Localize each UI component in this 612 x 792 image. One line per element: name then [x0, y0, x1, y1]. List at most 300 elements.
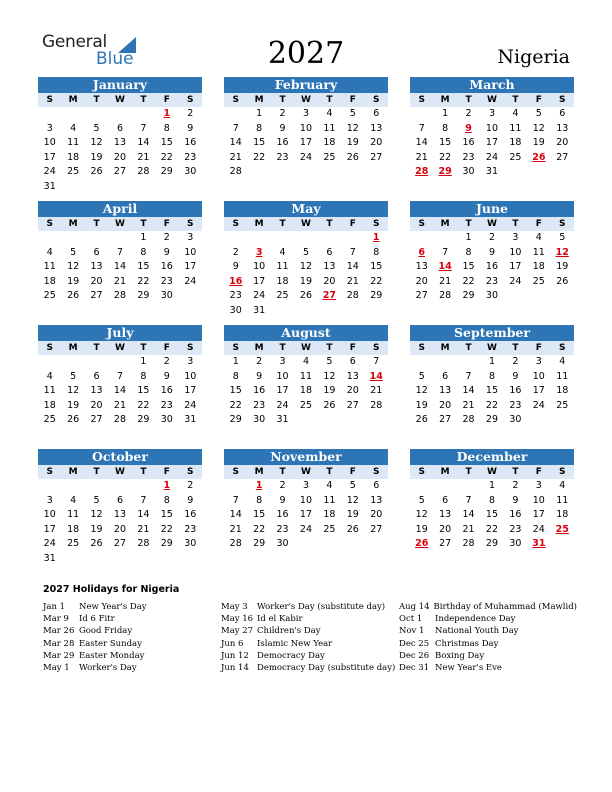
day-cell: 25 — [299, 399, 313, 411]
day-cell: 11 — [323, 494, 336, 506]
day-cell: 23 — [485, 275, 499, 287]
day-grid — [224, 231, 388, 318]
weekday-label: M — [254, 95, 264, 105]
day-cell: 22 — [253, 523, 266, 535]
day-cell: 26 — [299, 290, 313, 301]
day-cell: 7 — [232, 122, 239, 134]
day-cell: 22 — [370, 275, 383, 287]
day-cell: 13 — [90, 261, 103, 272]
day-cell: 8 — [163, 494, 170, 506]
day-cell: 20 — [370, 137, 383, 148]
weekday-label: M — [440, 219, 450, 229]
day-cell: 5 — [326, 356, 333, 367]
empty-day-cell — [61, 355, 84, 370]
day-cell: 23 — [184, 523, 197, 535]
empty-day-cell — [457, 479, 480, 494]
day-cell: 5 — [70, 370, 77, 382]
day-cell: 5 — [535, 108, 542, 119]
empty-day-cell — [410, 355, 433, 370]
day-cell: 16 — [485, 261, 499, 272]
weekday-label: T — [93, 467, 100, 477]
day-cell: 3 — [302, 480, 309, 491]
day-cell: 21 — [137, 151, 150, 163]
day-cell: 17 — [276, 385, 289, 396]
weekday-label: F — [535, 467, 542, 477]
day-cell: 15 — [137, 261, 150, 272]
weekday-header-row — [38, 465, 202, 479]
day-cell: 11 — [43, 385, 56, 396]
day-cell: 30 — [229, 304, 242, 316]
weekday-header-row — [410, 465, 574, 479]
weekday-label: S — [232, 467, 239, 477]
day-cell: 18 — [556, 385, 569, 396]
day-cell: 3 — [279, 356, 286, 367]
day-cell: 20 — [90, 399, 103, 411]
day-cell: 19 — [415, 523, 428, 535]
holiday-list-title: 2027 Holidays for Nigeria — [43, 584, 180, 595]
day-cell: 17 — [184, 261, 197, 272]
day-cell: 20 — [556, 137, 569, 148]
weekday-label: F — [349, 219, 356, 229]
day-cell: 8 — [488, 494, 495, 506]
day-cell: 10 — [253, 261, 266, 272]
day-cell: 11 — [509, 122, 522, 134]
day-cell: 29 — [462, 290, 475, 301]
day-cell: 30 — [509, 538, 522, 549]
weekday-label: T — [140, 219, 147, 229]
day-cell: 16 — [509, 509, 522, 520]
day-cell: 12 — [90, 509, 103, 520]
day-cell: 23 — [229, 290, 242, 301]
day-cell: 24 — [276, 399, 289, 411]
day-cell: 2 — [187, 480, 194, 491]
weekday-label: T — [512, 219, 519, 229]
day-cell: 10 — [299, 122, 313, 134]
day-cell: 2 — [163, 232, 170, 243]
day-cell: 23 — [160, 275, 173, 287]
month-august — [224, 325, 388, 428]
holiday-item — [399, 662, 577, 674]
weekday-label: T — [279, 95, 286, 105]
day-cell: 29 — [160, 166, 173, 177]
day-cell: 23 — [509, 399, 522, 411]
day-cell: 24 — [43, 538, 56, 549]
weekday-label: T — [140, 95, 147, 105]
empty-day-cell — [247, 231, 270, 246]
holiday-item — [43, 662, 221, 674]
day-cell: 3 — [302, 108, 309, 119]
weekday-label: S — [559, 467, 566, 477]
weekday-label: W — [301, 467, 311, 477]
month-title: March — [410, 77, 574, 93]
day-cell: 12 — [323, 370, 336, 382]
day-cell: 8 — [442, 122, 449, 134]
weekday-label: T — [279, 467, 286, 477]
day-cell: 17 — [43, 151, 56, 163]
day-cell: 19 — [346, 137, 359, 148]
weekday-label: S — [418, 343, 425, 353]
day-cell: 19 — [532, 137, 545, 148]
day-cell: 6 — [93, 370, 100, 382]
day-cell: 26 — [67, 290, 80, 301]
day-cell: 4 — [302, 356, 309, 367]
day-cell: 10 — [532, 494, 545, 506]
weekday-label: S — [373, 95, 380, 105]
weekday-label: W — [301, 343, 311, 353]
weekday-label: T — [140, 343, 147, 353]
day-cell: 2 — [279, 480, 286, 491]
day-cell: 11 — [532, 246, 545, 258]
day-cell: 18 — [556, 509, 569, 520]
day-cell: 18 — [299, 385, 313, 396]
day-cell: 3 — [187, 232, 194, 243]
holiday-column — [399, 601, 577, 674]
holiday-name: National Youth Day — [435, 626, 519, 637]
day-cell: 10 — [43, 137, 56, 148]
day-cell: 17 — [485, 137, 499, 148]
month-april — [38, 201, 202, 304]
holiday-date: Jun 6 — [221, 638, 244, 649]
month-february — [224, 77, 388, 180]
day-cell: 19 — [90, 523, 103, 535]
empty-day-cell — [85, 231, 108, 246]
holiday-name: Good Friday — [79, 626, 133, 637]
day-cell: 13 — [439, 509, 452, 520]
day-cell: 4 — [535, 232, 542, 243]
day-cell: 29 — [229, 414, 242, 425]
day-cell: 4 — [70, 494, 77, 506]
empty-day-cell — [38, 231, 61, 246]
weekday-header-row — [38, 217, 202, 231]
month-title: November — [224, 449, 388, 465]
weekday-label: S — [232, 219, 239, 229]
day-cell: 6 — [442, 370, 449, 382]
holiday-day-cell: 1 — [163, 108, 171, 119]
holiday-date: May 16 — [221, 614, 254, 625]
weekday-label: F — [535, 95, 542, 105]
day-cell: 18 — [276, 275, 289, 287]
empty-day-cell — [85, 355, 108, 370]
day-cell: 19 — [67, 275, 80, 287]
holiday-item — [221, 601, 399, 613]
day-cell: 4 — [326, 480, 333, 491]
weekday-label: T — [140, 467, 147, 477]
weekday-label: S — [418, 467, 425, 477]
day-cell: 19 — [415, 399, 428, 411]
holiday-item — [221, 662, 399, 674]
day-cell: 5 — [70, 246, 77, 258]
day-cell: 4 — [46, 370, 53, 382]
day-cell: 30 — [276, 538, 289, 549]
day-cell: 27 — [90, 414, 103, 425]
holiday-day-cell: 1 — [163, 480, 171, 491]
day-cell: 1 — [488, 356, 495, 367]
day-cell: 25 — [43, 414, 56, 425]
day-cell: 1 — [140, 232, 147, 243]
day-cell: 23 — [184, 151, 197, 163]
day-cell: 18 — [67, 151, 80, 163]
day-cell: 16 — [276, 137, 289, 148]
day-cell: 16 — [276, 509, 289, 520]
weekday-label: F — [349, 467, 356, 477]
weekday-label: M — [254, 343, 264, 353]
weekday-header-row — [410, 217, 574, 231]
day-cell: 1 — [256, 108, 263, 119]
empty-day-cell — [132, 107, 155, 122]
weekday-header-row — [224, 93, 388, 107]
day-cell: 9 — [512, 370, 519, 382]
holiday-date: Mar 9 — [43, 614, 69, 625]
day-cell: 29 — [160, 538, 173, 549]
empty-day-cell — [61, 479, 84, 494]
holiday-date: Nov 1 — [399, 626, 425, 637]
empty-day-cell — [224, 107, 247, 122]
day-cell: 21 — [346, 275, 359, 287]
month-title: June — [410, 201, 574, 217]
weekday-label: W — [487, 219, 497, 229]
month-january — [38, 77, 202, 194]
day-cell: 28 — [346, 290, 359, 301]
day-cell: 21 — [439, 275, 452, 287]
holiday-date: Jun 12 — [221, 650, 249, 661]
day-cell: 9 — [279, 494, 286, 506]
day-cell: 29 — [137, 290, 150, 301]
day-cell: 11 — [67, 509, 80, 520]
day-cell: 27 — [415, 290, 428, 301]
month-december — [410, 449, 574, 552]
holiday-name: Boxing Day — [435, 650, 485, 661]
day-cell: 11 — [323, 122, 336, 134]
holiday-day-cell: 3 — [255, 246, 263, 258]
holiday-day-cell: 6 — [418, 246, 426, 258]
weekday-label: F — [535, 219, 542, 229]
weekday-label: S — [187, 219, 194, 229]
day-cell: 26 — [346, 523, 359, 535]
day-cell: 14 — [113, 261, 127, 272]
month-title: April — [38, 201, 202, 217]
day-grid — [410, 355, 574, 428]
day-cell: 12 — [67, 385, 80, 396]
weekday-label: W — [115, 95, 125, 105]
day-cell: 7 — [116, 246, 123, 258]
weekday-label: T — [465, 467, 472, 477]
weekday-header-row — [38, 341, 202, 355]
weekday-label: T — [326, 219, 333, 229]
holiday-item — [221, 613, 399, 625]
holiday-day-cell: 1 — [372, 232, 380, 243]
empty-day-cell — [271, 231, 294, 246]
day-cell: 11 — [556, 370, 569, 382]
day-cell: 6 — [373, 108, 380, 119]
day-cell: 26 — [346, 151, 359, 163]
weekday-label: S — [46, 467, 53, 477]
day-cell: 7 — [465, 494, 472, 506]
day-cell: 21 — [462, 399, 475, 411]
weekday-label: F — [535, 343, 542, 353]
day-cell: 8 — [488, 370, 495, 382]
holiday-name: Easter Monday — [79, 650, 145, 661]
day-cell: 25 — [323, 523, 336, 535]
weekday-label: T — [326, 95, 333, 105]
day-cell: 14 — [229, 509, 242, 520]
day-cell: 11 — [67, 137, 80, 148]
day-cell: 29 — [137, 414, 150, 425]
weekday-label: W — [115, 219, 125, 229]
empty-day-cell — [294, 231, 317, 246]
day-cell: 15 — [229, 385, 242, 396]
day-cell: 28 — [439, 290, 452, 301]
day-cell: 22 — [485, 523, 499, 535]
holiday-date: Mar 29 — [43, 650, 75, 661]
day-cell: 10 — [485, 122, 499, 134]
day-cell: 9 — [163, 370, 170, 382]
day-cell: 14 — [346, 261, 359, 272]
day-cell: 26 — [415, 414, 428, 425]
day-cell: 21 — [415, 151, 428, 163]
day-cell: 24 — [184, 275, 197, 287]
weekday-label: S — [373, 343, 380, 353]
day-grid — [224, 355, 388, 428]
day-cell: 19 — [556, 261, 569, 272]
day-cell: 17 — [509, 261, 522, 272]
day-cell: 14 — [113, 385, 127, 396]
day-cell: 31 — [253, 304, 266, 316]
day-cell: 13 — [415, 261, 428, 272]
day-cell: 15 — [137, 385, 150, 396]
day-cell: 20 — [113, 523, 127, 535]
day-cell: 2 — [488, 232, 495, 243]
day-cell: 30 — [462, 166, 475, 177]
holiday-date: Dec 26 — [399, 650, 430, 661]
month-title: May — [224, 201, 388, 217]
weekday-label: S — [373, 219, 380, 229]
day-cell: 6 — [349, 356, 356, 367]
holiday-day-cell: 14 — [369, 370, 383, 382]
weekday-label: T — [465, 219, 472, 229]
weekday-label: W — [115, 467, 125, 477]
day-cell: 22 — [439, 151, 452, 163]
day-cell: 20 — [113, 151, 127, 163]
day-cell: 12 — [346, 122, 359, 134]
day-cell: 24 — [43, 166, 56, 177]
day-cell: 3 — [512, 232, 519, 243]
day-cell: 10 — [276, 370, 289, 382]
day-cell: 12 — [346, 494, 359, 506]
empty-day-cell — [61, 231, 84, 246]
day-cell: 13 — [113, 137, 127, 148]
day-cell: 2 — [279, 108, 286, 119]
day-cell: 31 — [43, 180, 56, 192]
weekday-header-row — [224, 465, 388, 479]
day-cell: 3 — [187, 356, 194, 367]
day-cell: 25 — [67, 538, 80, 549]
day-cell: 24 — [532, 399, 545, 411]
weekday-label: S — [559, 343, 566, 353]
day-cell: 16 — [509, 385, 522, 396]
holiday-item — [43, 613, 221, 625]
day-cell: 30 — [485, 290, 499, 301]
day-cell: 28 — [137, 166, 150, 177]
day-cell: 18 — [323, 137, 336, 148]
day-cell: 23 — [276, 151, 289, 163]
weekday-header-row — [410, 93, 574, 107]
day-cell: 9 — [187, 122, 194, 134]
empty-day-cell — [85, 107, 108, 122]
holiday-day-cell: 25 — [555, 523, 569, 535]
day-cell: 18 — [509, 137, 522, 148]
day-cell: 19 — [90, 151, 103, 163]
weekday-label: M — [68, 95, 78, 105]
weekday-label: M — [440, 343, 450, 353]
day-cell: 23 — [253, 399, 266, 411]
weekday-label: M — [68, 343, 78, 353]
day-cell: 27 — [439, 538, 452, 549]
holiday-name: Independence Day — [435, 614, 516, 625]
holiday-item — [43, 625, 221, 637]
holiday-column — [221, 601, 399, 674]
day-cell: 24 — [485, 151, 499, 163]
holiday-day-cell: 12 — [555, 246, 569, 258]
day-cell: 18 — [43, 275, 56, 287]
holiday-day-cell: 29 — [438, 166, 452, 177]
day-cell: 15 — [253, 137, 266, 148]
day-cell: 13 — [556, 122, 569, 134]
weekday-label: S — [232, 95, 239, 105]
holiday-item — [43, 601, 221, 613]
holiday-day-cell: 26 — [532, 151, 546, 163]
day-cell: 14 — [137, 509, 150, 520]
month-title: July — [38, 325, 202, 341]
weekday-label: F — [349, 95, 356, 105]
empty-day-cell — [433, 479, 456, 494]
holiday-name: Id el Kabir — [257, 614, 303, 625]
weekday-label: S — [46, 219, 53, 229]
day-grid — [38, 231, 202, 304]
holiday-date: Jan 1 — [43, 602, 66, 612]
holiday-name: Christmas Day — [435, 638, 499, 649]
month-title: September — [410, 325, 574, 341]
holiday-day-cell: 16 — [229, 275, 243, 287]
empty-day-cell — [410, 107, 433, 122]
empty-day-cell — [61, 107, 84, 122]
day-cell: 8 — [140, 246, 147, 258]
day-cell: 11 — [556, 494, 569, 506]
empty-day-cell — [108, 107, 131, 122]
day-cell: 13 — [370, 494, 383, 506]
day-cell: 2 — [512, 480, 519, 491]
day-cell: 14 — [462, 385, 475, 396]
weekday-label: T — [279, 219, 286, 229]
day-cell: 6 — [559, 108, 566, 119]
day-cell: 4 — [326, 108, 333, 119]
empty-day-cell — [224, 479, 247, 494]
day-cell: 24 — [299, 151, 313, 163]
weekday-label: S — [418, 95, 425, 105]
empty-day-cell — [224, 231, 247, 246]
weekday-label: M — [68, 219, 78, 229]
weekday-label: T — [512, 467, 519, 477]
day-cell: 27 — [556, 151, 569, 163]
day-cell: 16 — [253, 385, 266, 396]
month-september — [410, 325, 574, 428]
day-cell: 12 — [532, 122, 545, 134]
day-cell: 20 — [415, 275, 428, 287]
day-cell: 10 — [184, 246, 197, 258]
empty-day-cell — [85, 479, 108, 494]
day-cell: 30 — [509, 414, 522, 425]
day-cell: 3 — [535, 356, 542, 367]
day-cell: 21 — [113, 399, 127, 411]
